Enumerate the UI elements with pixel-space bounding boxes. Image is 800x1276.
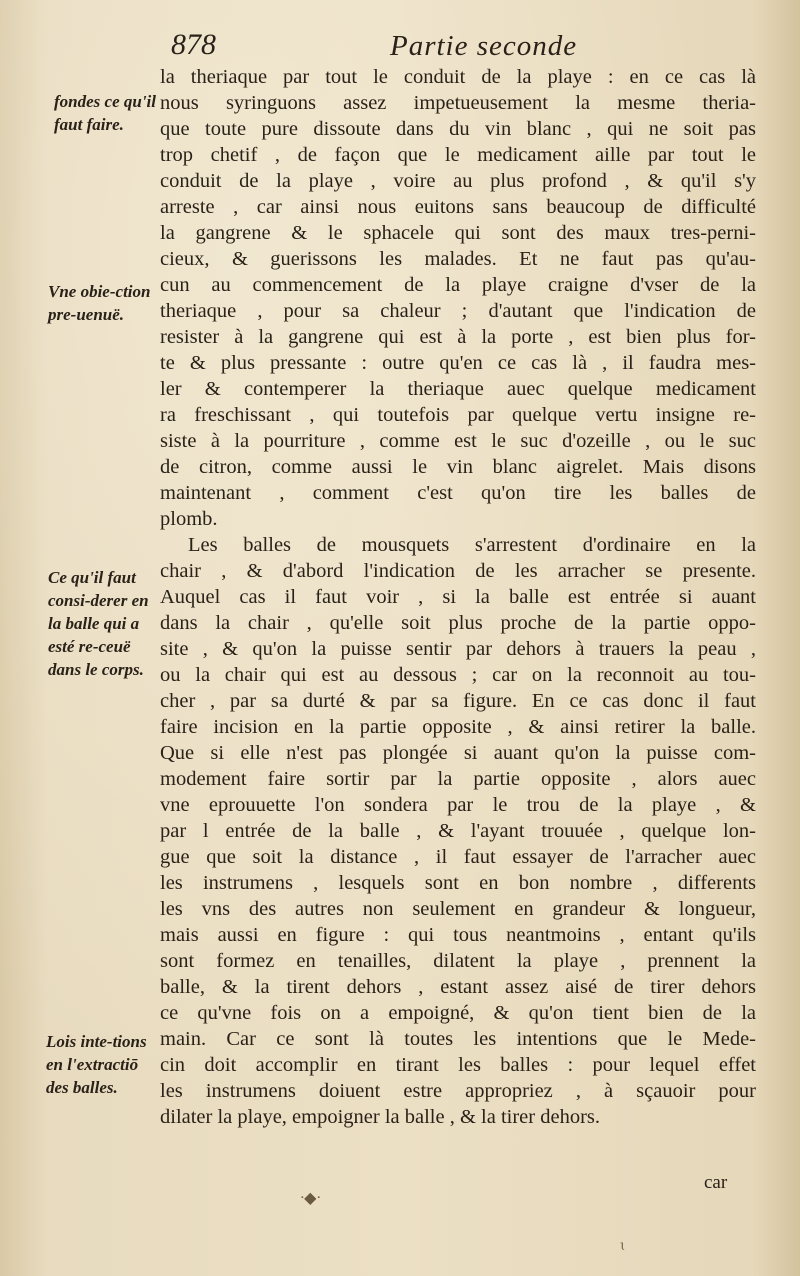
stain-mark: ɩ bbox=[620, 1238, 626, 1254]
text-line: par l entrée de la balle , & l'ayant trouuée , quelque lon- bbox=[160, 820, 756, 842]
text-line: que toute pure dissoute dans du vin blanc , qui ne soit pas bbox=[160, 118, 756, 140]
text-line: main. Car ce sont là toutes les intentions que le Mede- bbox=[160, 1028, 756, 1050]
margin-note: fondes ce qu'il faut faire. bbox=[54, 92, 156, 134]
text-line: chair , & d'abord l'indication de les arracher se presente. bbox=[160, 560, 756, 582]
text-line: cin doit accomplir en tirant les balles : pour lequel effet bbox=[160, 1054, 756, 1076]
page-number: 878 bbox=[171, 28, 216, 61]
catchword: car bbox=[704, 1172, 728, 1193]
text-line: cun au commencement de la playe craigne d'vser de la bbox=[160, 274, 756, 296]
text-line: plomb. bbox=[160, 508, 218, 530]
text-line: theriaque , pour sa chaleur ; d'autant que l'indication de bbox=[160, 300, 756, 322]
text-line: trop chetif , de façon que le medicament aille par tout le bbox=[160, 144, 756, 166]
text-line: site , & qu'on la puisse sentir par dehors à trauers la peau , bbox=[160, 638, 756, 660]
text-line: conduit de la playe , voire au plus profond , & qu'il s'y bbox=[160, 170, 756, 192]
page-header bbox=[165, 28, 760, 68]
page-ornament: ᐧ◆ᐧ bbox=[300, 1188, 321, 1207]
text-line: cher , par sa durté & par sa figure. En ce cas donc il faut bbox=[160, 690, 756, 712]
text-line: te & plus pressante : outre qu'en ce cas là , il faudra mes- bbox=[160, 352, 756, 374]
text-line: de citron, comme aussi le vin blanc aigrelet. Mais disons bbox=[160, 456, 756, 478]
text-line: ou la chair qui est au dessous ; car on la reconnoit au tou- bbox=[160, 664, 756, 686]
body-text bbox=[160, 64, 756, 1130]
text-line: sont formez en tenailles, dilatent la playe , prennent la bbox=[160, 950, 756, 972]
text-line: mais aussi en figure : qui tous neantmoins , entant qu'ils bbox=[160, 924, 756, 946]
text-line: modement faire sortir par la partie opposite , alors auec bbox=[160, 768, 756, 790]
text-line: resister à la gangrene qui est à la porte , est bien plus for- bbox=[160, 326, 756, 348]
text-line: nous syringuons assez impetueusement la mesme theria- bbox=[160, 92, 756, 114]
text-line: gue que soit la distance , il faut essayer de l'arracher auec bbox=[160, 846, 756, 868]
margin-note: Vne obie-ction pre-uenuë. bbox=[48, 282, 151, 324]
text-line: faire incision en la partie opposite , & ainsi retirer la balle. bbox=[160, 716, 756, 738]
text-line: ra freschissant , qui toutefois par quelque vertu insigne re- bbox=[160, 404, 756, 426]
text-line: cieux, & guerissons les malades. Et ne faut pas qu'au- bbox=[160, 248, 756, 270]
text-line: la gangrene & le sphacele qui sont des maux tres-perni- bbox=[160, 222, 756, 244]
text-line: Auquel cas il faut voir , si la balle est entrée si auant bbox=[160, 586, 756, 608]
text-line: les instrumens doiuent estre appropriez , à sçauoir pour bbox=[160, 1080, 756, 1102]
text-line: les vns des autres non seulement en grandeur & longueur, bbox=[160, 898, 756, 920]
margin-note: Lois inte-tions en l'extractiō des balles. bbox=[46, 1032, 147, 1097]
text-line: Que si elle n'est pas plongée si auant qu'on la puisse com- bbox=[160, 742, 756, 764]
text-line: dilater la playe, empoigner la balle , & la tirer dehors. bbox=[160, 1106, 601, 1128]
text-line: dans la chair , qu'elle soit plus proche de la partie oppo- bbox=[160, 612, 756, 634]
text-line: ce qu'vne fois on a empoigné, & qu'on tient bien de la bbox=[160, 1002, 756, 1024]
text-line: les instrumens , lesquels sont en bon nombre , differents bbox=[160, 872, 756, 894]
text-line: Les balles de mousquets s'arrestent d'ordinaire en la bbox=[188, 534, 756, 556]
text-line: arreste , car ainsi nous euitons sans beaucoup de difficulté bbox=[160, 196, 756, 218]
running-title: Partie seconde bbox=[390, 30, 578, 62]
text-line: maintenant , comment c'est qu'on tire les balles de bbox=[160, 482, 756, 504]
text-line: la theriaque par tout le conduit de la playe : en ce cas là bbox=[160, 66, 756, 88]
text-line: ler & contemperer la theriaque auec quelque medicament bbox=[160, 378, 756, 400]
text-line: vne eprouuette l'on sondera par le trou de la playe , & bbox=[160, 794, 756, 816]
text-line: siste à la pourriture , comme est le suc d'ozeille , ou le suc bbox=[160, 430, 756, 452]
margin-note: Ce qu'il faut consi-derer en la balle qui a esté re-ceuë dans le corps. bbox=[48, 568, 149, 679]
text-line: balle, & la tirent dehors , estant assez aisé de tirer dehors bbox=[160, 976, 756, 998]
